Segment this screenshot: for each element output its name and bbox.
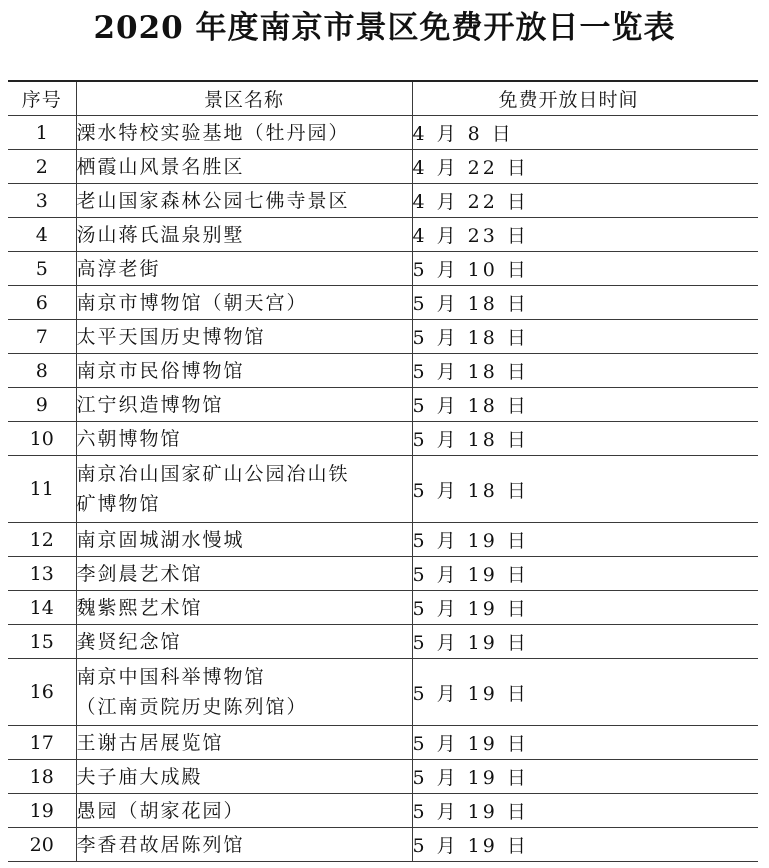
- serial-number-cell: 14: [8, 591, 76, 625]
- scenic-name-line: 南京市民俗博物馆: [76, 359, 245, 382]
- table-row: [8, 456, 758, 523]
- serial-number-cell: 19: [8, 794, 76, 828]
- serial-number-cell: 20: [8, 828, 76, 862]
- serial-number-cell: 18: [8, 760, 76, 794]
- scenic-name-line: 愚园（胡家花园）: [76, 799, 245, 822]
- free-open-date-cell: 5 月 18 日: [412, 286, 758, 320]
- table-row: [8, 184, 758, 218]
- scenic-name-line: 魏紫熙艺术馆: [76, 596, 203, 619]
- scenic-name-line: 南京市博物馆（朝天宫）: [76, 291, 308, 314]
- table-row: [8, 218, 758, 252]
- table-row: [8, 422, 758, 456]
- scenic-name-cell: [76, 456, 412, 523]
- scenic-name-cell: [76, 388, 412, 422]
- free-open-date-cell: 5 月 19 日: [412, 523, 758, 557]
- scenic-name-cell: [76, 625, 412, 659]
- scenic-name-line: 南京固城湖水慢城: [76, 528, 245, 551]
- scenic-name-line: 南京中国科举博物馆: [76, 666, 266, 688]
- scenic-name-line: （江南贡院历史陈列馆）: [76, 696, 308, 718]
- scenic-name-cell: [76, 218, 412, 252]
- scenic-name-cell: [76, 794, 412, 828]
- serial-number-cell: 8: [8, 354, 76, 388]
- serial-number-cell: 11: [8, 456, 76, 523]
- table-row: [8, 523, 758, 557]
- table-row: [8, 116, 758, 150]
- free-open-date-cell: 5 月 18 日: [412, 388, 758, 422]
- serial-number-cell: 10: [8, 422, 76, 456]
- serial-number-cell: 13: [8, 557, 76, 591]
- header-free-open-date: 免费开放日时间: [412, 81, 758, 116]
- scenic-name-line: 王谢古居展览馆: [76, 731, 224, 754]
- scenic-name-cell: [76, 726, 412, 760]
- header-scenic-name: 景区名称: [76, 81, 412, 116]
- scenic-name-cell: [76, 828, 412, 862]
- scenic-name-cell: [76, 591, 412, 625]
- table-body: [8, 116, 758, 862]
- scenic-name-line: 老山国家森林公园七佛寺景区: [76, 189, 350, 212]
- table-row: [8, 625, 758, 659]
- scenic-name-cell: [76, 150, 412, 184]
- table-row: [8, 286, 758, 320]
- scenic-name-cell: [76, 184, 412, 218]
- table-row: [8, 320, 758, 354]
- serial-number-cell: 12: [8, 523, 76, 557]
- free-open-date-cell: 4 月 8 日: [412, 116, 758, 150]
- serial-number-cell: 4: [8, 218, 76, 252]
- free-open-date-cell: 5 月 19 日: [412, 659, 758, 726]
- scenic-name-line: 李香君故居陈列馆: [76, 833, 245, 856]
- page-title: 2020 年度南京市景区免费开放日一览表: [93, 10, 676, 46]
- free-open-date-cell: 4 月 22 日: [412, 184, 758, 218]
- free-open-date-cell: 5 月 19 日: [412, 625, 758, 659]
- scenic-name-line: 汤山蒋氏温泉别墅: [76, 223, 245, 246]
- header-serial-number: 序号: [8, 81, 76, 116]
- free-open-date-cell: 5 月 19 日: [412, 794, 758, 828]
- scenic-name-line: 高淳老街: [76, 257, 161, 280]
- scenic-name-cell: [76, 354, 412, 388]
- scenic-name-cell: [76, 116, 412, 150]
- serial-number-cell: 9: [8, 388, 76, 422]
- scenic-name-line: 南京冶山国家矿山公园冶山铁: [76, 463, 350, 485]
- serial-number-cell: 1: [8, 116, 76, 150]
- table-row: [8, 150, 758, 184]
- scenic-name-cell: [76, 422, 412, 456]
- table-row: [8, 828, 758, 862]
- scenic-name-cell: [76, 760, 412, 794]
- free-open-date-cell: 4 月 23 日: [412, 218, 758, 252]
- scenic-name-line: 太平天国历史博物馆: [76, 325, 266, 348]
- table-row: [8, 591, 758, 625]
- table-row: [8, 726, 758, 760]
- scenic-name-line: 夫子庙大成殿: [76, 765, 203, 788]
- free-open-date-cell: 4 月 22 日: [412, 150, 758, 184]
- scenic-name-line: 龚贤纪念馆: [76, 630, 182, 653]
- free-open-date-cell: 5 月 19 日: [412, 726, 758, 760]
- table-row: [8, 794, 758, 828]
- free-open-date-cell: 5 月 19 日: [412, 557, 758, 591]
- serial-number-cell: 16: [8, 659, 76, 726]
- scenic-name-line: 溧水特校实验基地（牡丹园）: [76, 121, 350, 144]
- table-row: [8, 659, 758, 726]
- serial-number-cell: 17: [8, 726, 76, 760]
- serial-number-cell: 2: [8, 150, 76, 184]
- table-row: [8, 557, 758, 591]
- table-row: [8, 388, 758, 422]
- serial-number-cell: 15: [8, 625, 76, 659]
- serial-number-cell: 5: [8, 252, 76, 286]
- scenic-name-cell: [76, 557, 412, 591]
- scenic-name-cell: [76, 252, 412, 286]
- free-open-date-cell: 5 月 18 日: [412, 320, 758, 354]
- scenic-name-cell: [76, 286, 412, 320]
- free-open-date-cell: 5 月 19 日: [412, 828, 758, 862]
- free-open-date-cell: 5 月 18 日: [412, 422, 758, 456]
- free-open-date-cell: 5 月 10 日: [412, 252, 758, 286]
- free-open-date-cell: 5 月 19 日: [412, 591, 758, 625]
- scenic-spot-table: [8, 80, 758, 862]
- free-open-date-cell: 5 月 18 日: [412, 456, 758, 523]
- free-open-date-cell: 5 月 19 日: [412, 760, 758, 794]
- serial-number-cell: 7: [8, 320, 76, 354]
- table-row: [8, 354, 758, 388]
- free-open-date-cell: 5 月 18 日: [412, 354, 758, 388]
- serial-number-cell: 6: [8, 286, 76, 320]
- scenic-name-line: 李剑晨艺术馆: [76, 562, 203, 585]
- scenic-name-line: 矿博物馆: [76, 493, 161, 515]
- scenic-name-line: 栖霞山风景名胜区: [76, 155, 245, 178]
- table-row: [8, 252, 758, 286]
- scenic-name-line: 六朝博物馆: [76, 427, 182, 450]
- scenic-name-cell: [76, 523, 412, 557]
- table-row: [8, 760, 758, 794]
- scenic-name-line: 江宁织造博物馆: [76, 393, 224, 416]
- scenic-name-cell: [76, 659, 412, 726]
- scenic-name-cell: [76, 320, 412, 354]
- table-header-row: [8, 81, 758, 116]
- serial-number-cell: 3: [8, 184, 76, 218]
